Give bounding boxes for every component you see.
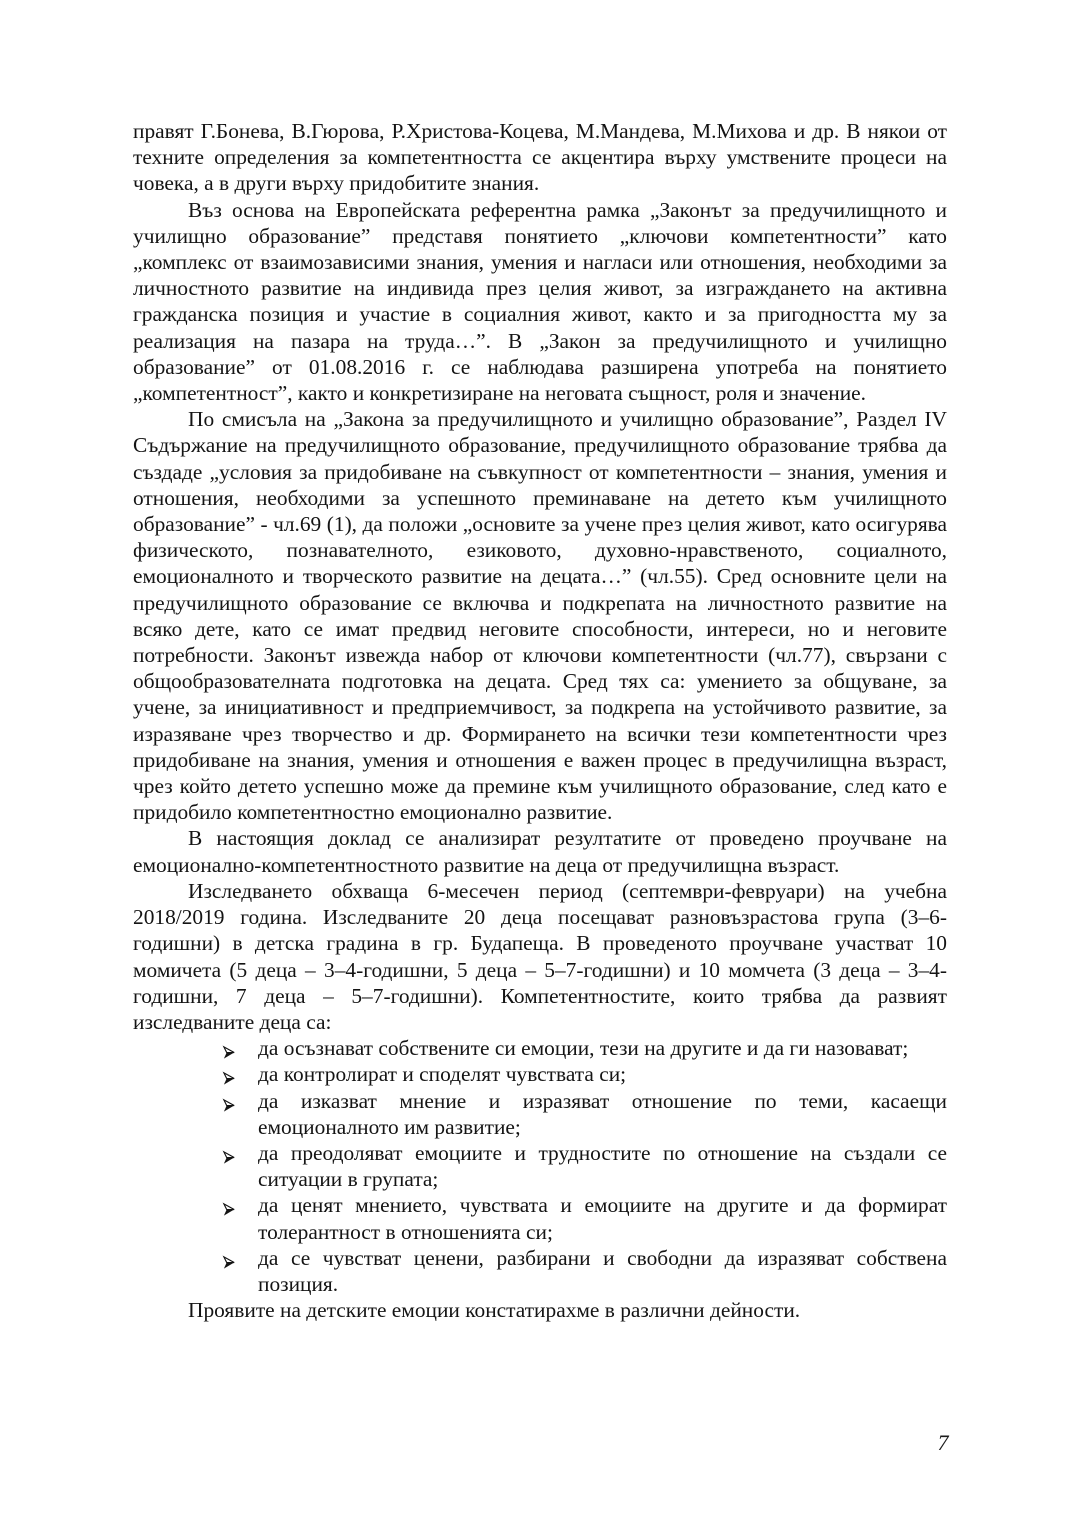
arrow-bullet-icon — [222, 1145, 237, 1160]
paragraph: правят Г.Бонева, В.Гюрова, Р.Христова-Коцева, М.Мандева, М.Михова и др. В някои от техните определения за компетентността се акцентира върху умствените процеси на човека, а в други върху придобитите знания. — [133, 119, 947, 196]
list-item — [133, 1035, 947, 1061]
list-item — [133, 1088, 947, 1140]
paragraph: Въз основа на Европейската референтна рамка „Законът за предучилищното и училищно образование” представя понятието „ключови компетентности” като „комплекс от взаимозависими знания, умения и нагласи или отношения, необходими за личностното развитие на индивида през целия живот, за изграждането на активна гражданска позиция и участие в социалния живот, както и за пригодността му за реализация на пазара на труда…”. В „Закон за предучилищното и училищно образование” от 01.08.2016 г. се наблюдава разширена употреба на понятието „компетентност”, както и конкретизиране на неговата същност, роля и значение. — [133, 197, 947, 406]
list-item — [133, 1140, 947, 1192]
arrow-bullet-icon — [222, 1040, 237, 1055]
paragraph: В настоящия доклад се анализират резултатите от проведено проучване на емоционално-компетентностното развитие на деца от предучилищна възраст. — [133, 826, 947, 877]
arrow-bullet-icon — [222, 1197, 237, 1212]
arrow-bullet-icon — [222, 1066, 237, 1081]
page-body — [133, 118, 947, 1323]
paragraph: Изследването обхваща 6-месечен период (септември-февруари) на учебна 2018/2019 година. Изследваните 20 деца посещават разновъзрастова група (3–6-годишни) в детска градина в гр. Будапеща. В проведеното проучване участват 10 момичета (5 деца – 3–4-годишни, 5 деца – 5–7-годишни) и 10 момчета (3 деца – 3–4-годишни, 7 деца – 5–7-годишни). Компетентностите, които трябва да развият изследваните деца са: — [133, 878, 947, 1034]
list-item — [133, 1245, 947, 1297]
list-item — [133, 1061, 947, 1087]
list-item-text: да изказват мнение и изразяват отношение по теми, касаещи емоционалното им развитие; — [258, 1088, 947, 1139]
page-number: 7 — [937, 1430, 949, 1455]
arrow-bullet-icon — [222, 1250, 237, 1265]
paragraph: По смисъла на „Закона за предучилищното и училищно образование”, Раздел IV Съдържание на предучилищното образование, предучилищното образование трябва да създаде „условия за придобиване на съвкупност от компетентности – знания, умения и отношения, необходими за успешното преминаване на детето към училищното образование” - чл.69 (1), да положи „основите за учене през целия живот, като осигурява физическото, познавателното, езиковото, духовно-нравственото, социалното, емоционалното и творческото развитие на децата…” (чл.55). Сред основните цели на предучилищното образование се включва и подкрепата на личностното развитие на всяко дете, като се имат предвид неговите способности, интереси, но и неговите потребности. Законът извежда набор от ключови компетентности (чл.77), свързани с общообразователната подготовка на децата. Сред тях са: умението за общуване, за учене, за инициативност и предприемчивост, за подкрепа на устойчивото развитие, за изразяване чрез творчество и др. Формирането на всички тези компетентности чрез придобиване на знания, умения и отношения е важен процес в предучилищна възраст, чрез който детето успешно може да премине към училищното образование, след като е придобило компетентностно емоционално развитие. — [133, 407, 947, 825]
list-item-text: да ценят мнението, чувствата и емоциите на другите и да формират толерантност в отношенията си; — [258, 1193, 947, 1244]
list-item-text: да преодоляват емоциите и трудностите по отношение на създали се ситуации в групата; — [258, 1140, 947, 1192]
list-item-text: да осъзнават собствените си емоции, тези на другите и да ги назовават; — [258, 1036, 909, 1061]
list-item-text: да се чувстват ценени, разбирани и свободни да изразяват собствена позиция. — [258, 1245, 947, 1296]
list-item-text: да контролират и споделят чувствата си; — [258, 1062, 627, 1087]
arrow-bullet-icon — [222, 1093, 237, 1108]
closing-paragraph: Проявите на детските емоции констатирахме в различни дейности. — [188, 1298, 801, 1323]
list-item — [133, 1192, 947, 1244]
bullet-list — [133, 1035, 947, 1297]
